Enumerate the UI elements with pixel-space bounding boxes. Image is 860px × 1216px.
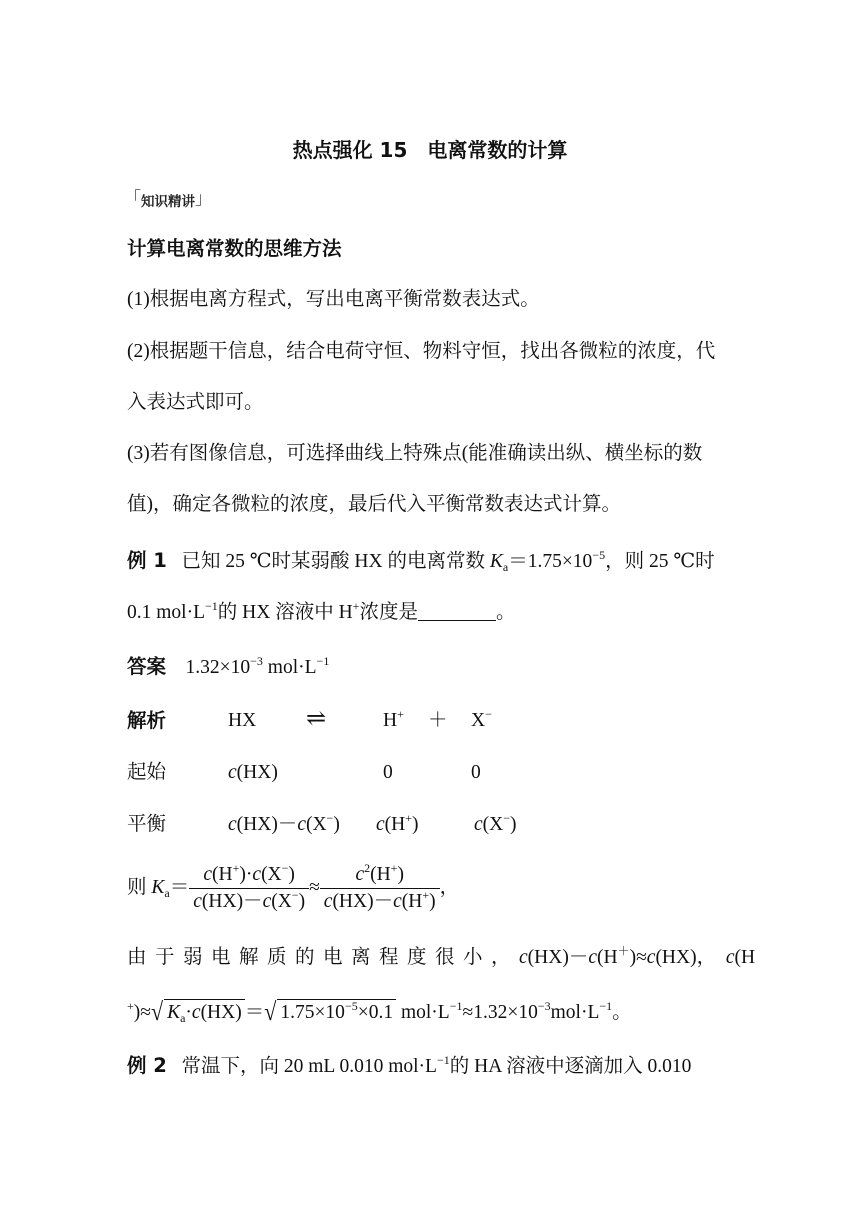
analysis-label: 解析 — [127, 709, 167, 732]
row-equilibrium-label: 平衡 — [127, 814, 167, 835]
row-equilibrium-c1: c(HX)－c(X−) — [228, 811, 340, 835]
example2-question: 例 2 常温下，向 20 mL 0.010 $mol\cdot L^{-1}$的 HA 溶液中逐滴加入 0.010 — [127, 1053, 692, 1077]
answer-blank — [418, 602, 496, 621]
step-2: (2)根据题干信息，结合电荷守恒、物料守恒，找出各微粒的浓度，代 — [127, 341, 716, 362]
eq-x: X− — [471, 707, 492, 731]
section-badge: 「知识精讲」 — [124, 189, 212, 210]
conclusion-line2: +)≈√ $K_a\cdot c(HX)$ ＝√ $1.75\times 10^{-5}\times 0.1$ $mol\cdot L^{-1}\approx 1.32\times 10^{-3}mol\cdot L^{-1}$。 — [127, 997, 632, 1026]
row-initial-c1: c(HX) — [228, 762, 278, 783]
example1-label: 例 1 — [127, 549, 167, 572]
example1-answer: 答案 $1.32\times 10^{-3}$ $mol\cdot L^{-1}$ — [127, 654, 330, 678]
page-title: 热点强化 15 电离常数的计算 — [292, 138, 568, 162]
step-3-cont: 值)，确定各微粒的浓度，最后代入平衡常数表达式计算。 — [127, 494, 621, 515]
example1-question-line1: 例 1 已知 25 ℃时某弱酸 HX 的电离常数 $K_a=1.75\times 10^{-5}$，则 25 ℃时 — [127, 548, 715, 574]
ka-expression: 则 $K_a=$ $\frac{c(H^+)\cdot c(X^-)}{c(HX)-c(X^-)}$ ≈ $\frac{c^2(H^+)}{c(HX)-c(H^+)}$ ， — [127, 862, 459, 915]
step-3: (3)若有图像信息，可选择曲线上特殊点(能准确读出纵、横坐标的数 — [127, 443, 703, 464]
row-equilibrium-c3: c(X−) — [474, 811, 517, 835]
row-initial-c2: 0 — [383, 762, 393, 783]
example1-question-line2: 0.1 $mol\cdot L^{-1}$的 HX 溶液中 H+浓度是 。 — [127, 599, 516, 623]
ka-fraction-1: $\frac{c(H^+)\cdot c(X^-)}{c(HX)-c(X^-)}$ — [189, 862, 309, 915]
row-initial-c3: 0 — [471, 762, 481, 783]
conclusion-line1: 由于弱电解质的电离程度很小，c(HX)－c(H＋)≈c(HX)， c(H — [127, 944, 756, 968]
badge-label: 知识精讲 — [141, 194, 195, 210]
section-heading: 计算电离常数的思维方法 — [127, 237, 342, 260]
sqrt-1: $K_a\cdot c(HX)$ — [164, 999, 245, 1024]
answer-label: 答案 — [127, 655, 167, 678]
row-initial-label: 起始 — [127, 762, 167, 783]
eq-h: H+ — [383, 707, 404, 731]
example2-label: 例 2 — [127, 1054, 167, 1077]
sqrt-2: $1.75\times 10^{-5}\times 0.1$ — [277, 999, 396, 1024]
step-2-cont: 入表达式即可。 — [127, 392, 264, 413]
eq-hx: HX — [228, 710, 257, 731]
row-equilibrium-c2: c(H+) — [376, 811, 419, 835]
eq-plus: ＋ — [428, 710, 448, 731]
equilibrium-arrow: ⇌ — [306, 706, 327, 732]
step-1: (1)根据电离方程式，写出电离平衡常数表达式。 — [127, 289, 540, 310]
ka-fraction-2: $\frac{c^2(H^+)}{c(HX)-c(H^+)}$ — [320, 862, 440, 915]
